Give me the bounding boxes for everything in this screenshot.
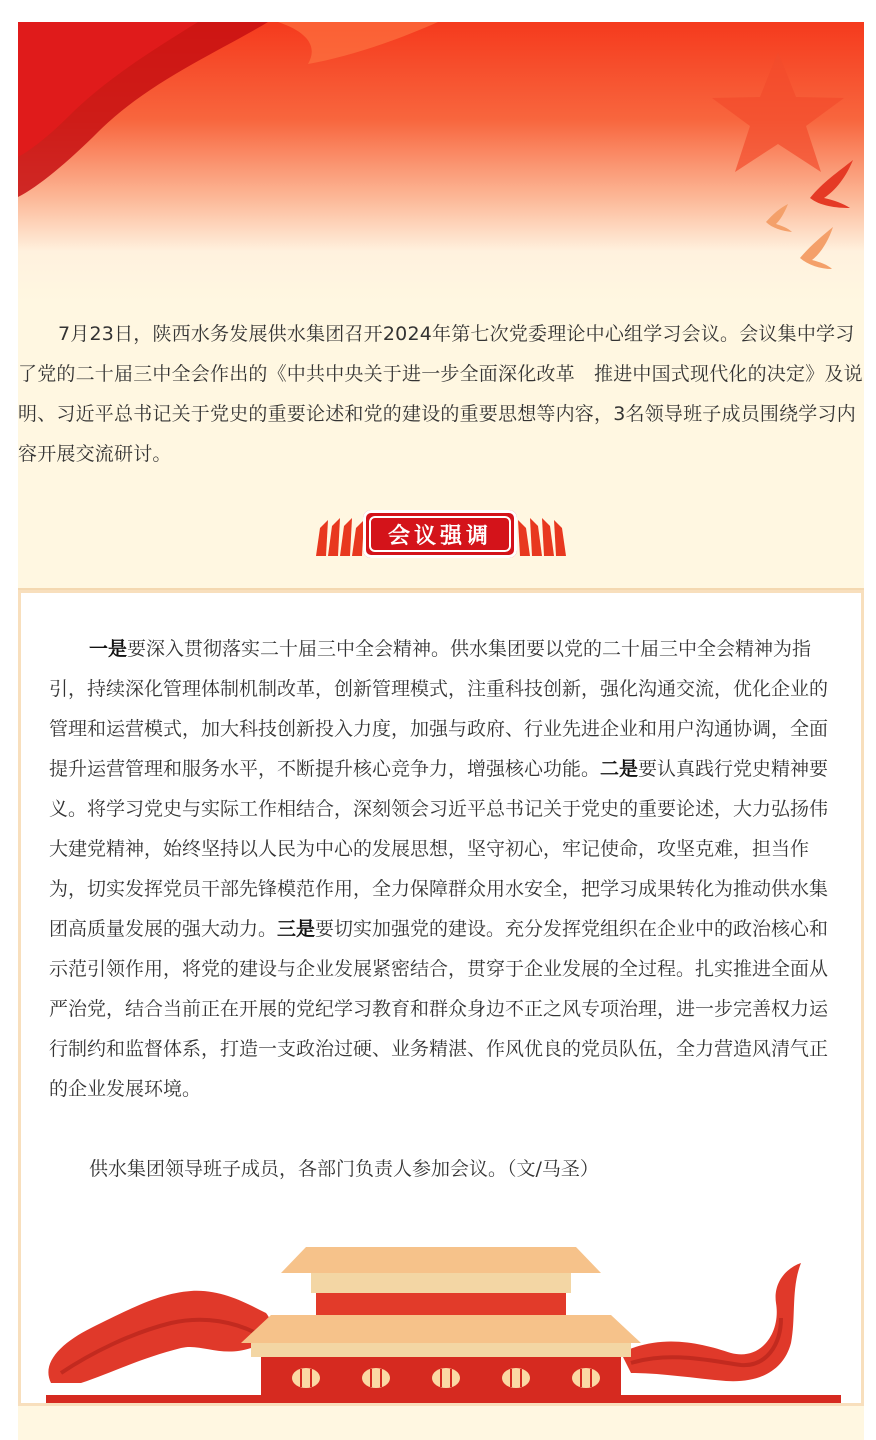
point1-label: 一是	[89, 638, 128, 660]
point1-text: 要深入贯彻落实二十届三中全会精神。供水集团要以党的二十届三中全会精神为指引，持续深化管理体制机制改革，创新管理模式，注重科技创新，强化沟通交流，优化企业的管理和运营模式，加大科技创新投入力度，加强与政府、行业先进企业和用户沟通协调，全面提升运营管理和服务水平，不断提升核心竞争力，增强核心功能。	[49, 638, 829, 780]
point3-label: 三是	[277, 918, 316, 940]
header-banner	[18, 22, 864, 302]
tiananmen-gate-ribbon-illustration-icon	[21, 1233, 861, 1403]
section-title: 会议强调	[387, 523, 492, 549]
red-flag-row-icon	[316, 516, 364, 556]
content-box	[18, 590, 864, 1406]
intro-paragraph: 7月23日，陕西水务发展供水集团召开2024年第七次党委理论中心组学习会议。会议集中学习了党的二十届三中全会作出的《中共中央关于进一步全面深化改革 推进中国式现代化的决定》及说明、习近平总书记关于党史的重要论述和党的建设的重要思想等内容，3名领导班子成员围绕学习内容开展交流研讨。	[18, 323, 863, 465]
section-title-badge	[363, 510, 517, 558]
red-flag-row-icon	[518, 516, 566, 556]
red-flag-star-doves-banner-icon	[18, 22, 864, 302]
closing-paragraph: 供水集团领导班子成员，各部门负责人参加会议。（文/马圣）	[89, 1158, 599, 1180]
key-points-paragraph	[49, 629, 839, 1109]
point2-label: 二是	[600, 758, 639, 780]
article-page	[18, 22, 864, 1440]
point3-text: 要切实加强党的建设。充分发挥党组织在企业中的政治核心和示范引领作用，将党的建设与企业发展紧密结合，贯穿于企业发展的全过程。扎实推进全面从严治党，结合当前正在开展的党纪学习教育和群众身边不正之风专项治理，进一步完善权力运行制约和监督体系，打造一支政治过硬、业务精湛、作风优良的党员队伍，全力营造风清气正的企业发展环境。	[49, 918, 829, 1100]
point2-text: 要认真践行党史精神要义。将学习党史与实际工作相结合，深刻领会习近平总书记关于党史的重要论述，大力弘扬伟大建党精神，始终坚持以人民为中心的发展思想，坚守初心，牢记使命，攻坚克难，担当作为，切实发挥党员干部先锋模范作用，全力保障群众用水安全，把学习成果转化为推动供水集团高质量发展的强大动力。	[49, 758, 829, 940]
section-header	[18, 506, 864, 568]
